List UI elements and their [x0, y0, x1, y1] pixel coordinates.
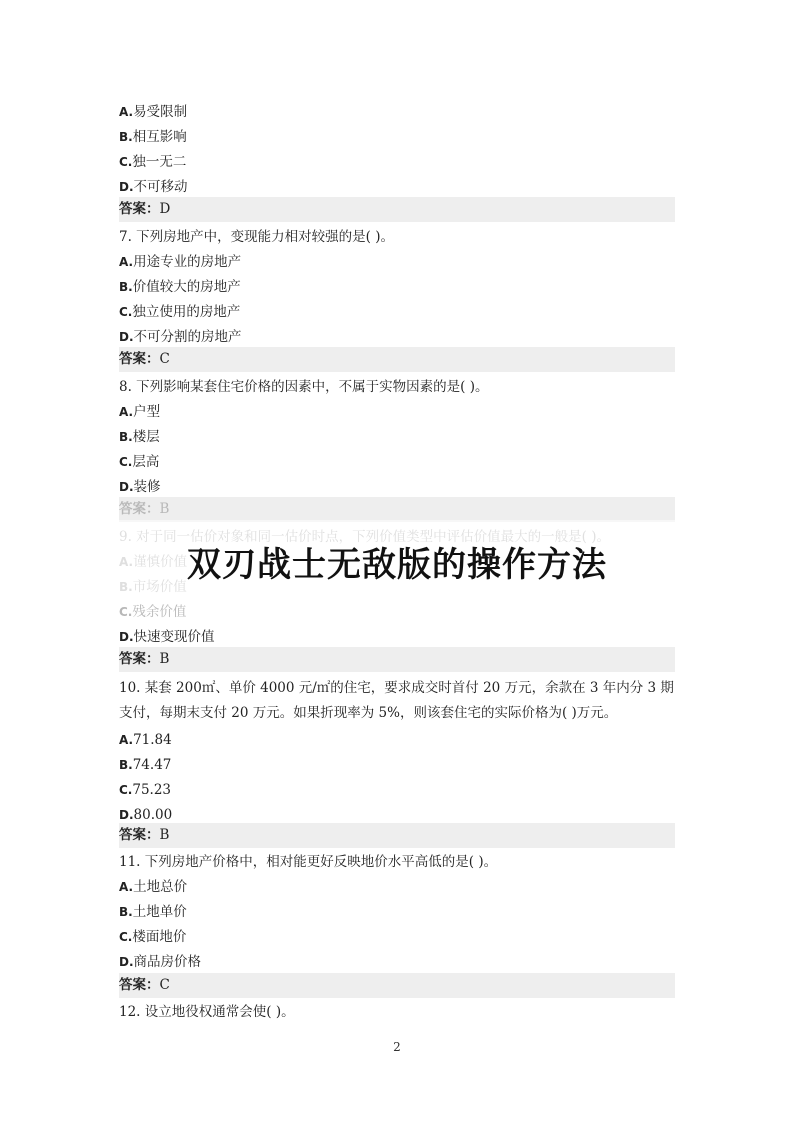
page-number: 2: [393, 1040, 401, 1054]
answer-row: 答案：D: [119, 197, 675, 222]
option-line: D.商品房价格: [119, 954, 202, 970]
answer-row: 答案：C: [119, 347, 675, 372]
question-8: 8. 下列影响某套住宅价格的因素中，不属于实物因素的是( )。: [119, 379, 489, 395]
answer-row: 答案：B: [119, 497, 675, 522]
option-line: A.用途专业的房地产: [119, 254, 242, 270]
option-line: D.不可分割的房地产: [119, 329, 242, 345]
option-line: B.74.47: [119, 757, 172, 773]
option-line: D.80.00: [119, 807, 173, 823]
overlay-title: 双刃战士无敌版的操作方法: [187, 545, 607, 585]
question-12: 12. 设立地役权通常会使( )。: [119, 1004, 295, 1020]
option-line: A.土地总价: [119, 879, 188, 895]
option-line: D.不可移动: [119, 179, 188, 195]
option-line: A.易受限制: [119, 104, 188, 120]
question-7: 7. 下列房地产中，变现能力相对较强的是( )。: [119, 229, 394, 245]
option-line: C.残余价值: [119, 604, 187, 620]
question-11: 11. 下列房地产价格中，相对能更好反映地价水平高低的是( )。: [119, 854, 498, 870]
answer-row: 答案：B: [119, 647, 675, 672]
option-line: A.71.84: [119, 732, 172, 748]
option-line: C.层高: [119, 454, 160, 470]
question-10-line-1: 10. 某套 200㎡、单价 4000 元/㎡的住宅，要求成交时首付 20 万元，余款在 3 年内分 3 期: [119, 680, 674, 696]
option-line: C.独立使用的房地产: [119, 304, 241, 320]
option-line: D.装修: [119, 479, 161, 495]
option-line: D.快速变现价值: [119, 629, 215, 645]
answer-row: 答案：C: [119, 973, 675, 998]
option-line: C.75.23: [119, 782, 172, 798]
answer-row: 答案：B: [119, 823, 675, 848]
option-line: C.独一无二: [119, 154, 187, 170]
option-line: B.土地单价: [119, 904, 187, 920]
option-line: C.楼面地价: [119, 929, 187, 945]
option-line: B.相互影响: [119, 129, 187, 145]
option-line: A.户型: [119, 404, 161, 420]
option-line: B.价值较大的房地产: [119, 279, 241, 295]
question-10-line-2: 支付，每期末支付 20 万元。如果折现率为 5%，则该套住宅的实际价格为( )万元。: [119, 705, 618, 721]
option-line: B.楼层: [119, 429, 160, 445]
